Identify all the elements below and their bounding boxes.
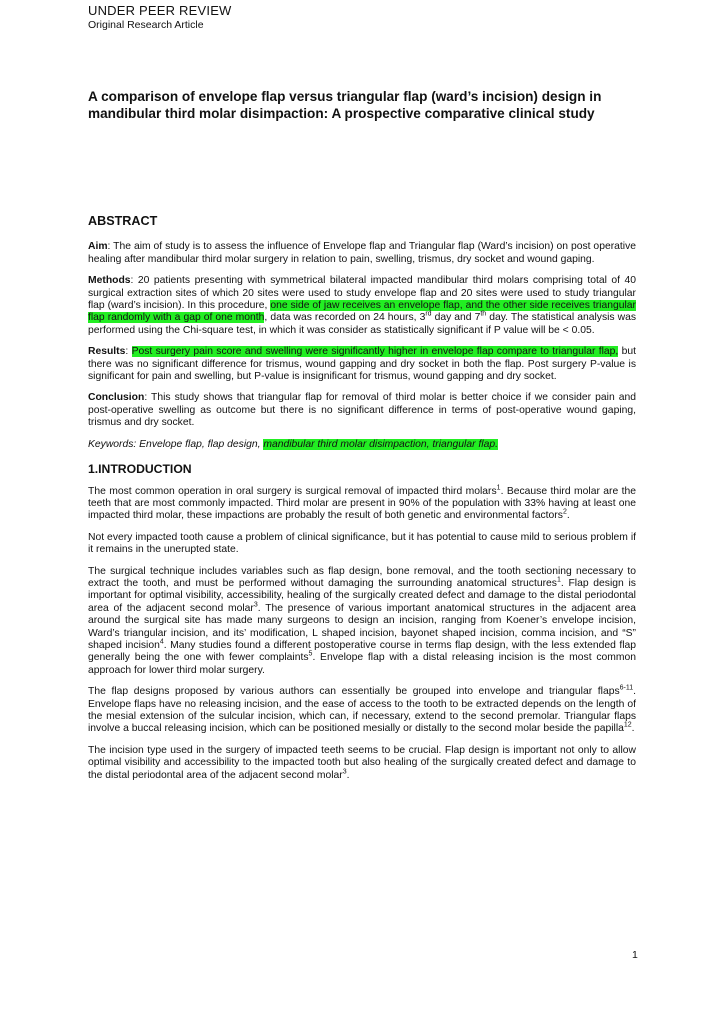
superscript: 12 bbox=[623, 721, 632, 729]
abstract-heading: ABSTRACT bbox=[88, 214, 158, 228]
text-run: . Many studies found a different postoperative course in terms flap design, with the less extended flap generally being the one with fewer complaints bbox=[88, 639, 636, 664]
text-run: . bbox=[631, 723, 635, 735]
methods-text: , data was recorded on 24 hours, 3 bbox=[264, 312, 426, 324]
introduction-heading: 1.INTRODUCTION bbox=[88, 462, 192, 477]
abstract-results bbox=[88, 346, 636, 383]
methods-text: day. The statistical analysis was performed using the Chi-square test, in which it was consider as statistically significant if P value will be < 0.05. bbox=[88, 312, 637, 336]
superscript: 5 bbox=[308, 650, 313, 658]
conclusion-text: : This study shows that triangular flap for removal of third molar is better choice if we consider pain and post-operative swelling as outcome but there is no significant difference in terms of post-operative wound gaping, trismus and dry socket. bbox=[88, 392, 636, 429]
superscript: 3 bbox=[342, 768, 347, 776]
superscript: 2 bbox=[562, 508, 567, 516]
results-text: but there was no significant difference for trismus, wound gapping and dry socket in both the flap. Post surgery P-value is significant for pain and swelling, but P-value is insignificant for trismus, wound gapping and dry socket. bbox=[88, 346, 636, 383]
text-run: The incision type used in the surgery of impacted teeth seems to be crucial. Flap design is important not only to allow optimal visibility and accessibility to the impacted tooth but also healing of the surgically created defect and damage to the distal periodontal area of the adjacent second molar bbox=[88, 744, 636, 781]
superscript: 1 bbox=[556, 576, 561, 584]
text-run: The most common operation in oral surgery is surgical removal of impacted third molars bbox=[88, 485, 497, 497]
results-label: Results bbox=[88, 346, 126, 358]
superscript: 6-11 bbox=[619, 684, 634, 692]
aim-label: Aim bbox=[88, 241, 108, 253]
peer-review-header: UNDER PEER REVIEW bbox=[88, 3, 232, 18]
methods-label: Methods bbox=[88, 275, 131, 287]
article-type: Original Research Article bbox=[88, 19, 204, 31]
paper-title: A comparison of envelope flap versus triangular flap (ward’s incision) design in mandibular third molar disimpaction: A prospective comparative clinical study bbox=[88, 89, 602, 121]
superscript: rd bbox=[425, 311, 432, 318]
intro-paragraph bbox=[88, 486, 636, 523]
keywords-text: Keywords: Envelope flap, flap design, bbox=[88, 438, 264, 450]
methods-highlight: one side of jaw receives an envelope flap, and the other side receives triangular flap randomly with a gap of one month bbox=[88, 300, 636, 324]
results-highlight: Post surgery pain score and swelling were significantly higher in envelope flap compare to triangular flap, bbox=[131, 346, 619, 358]
superscript: 3 bbox=[253, 601, 258, 609]
text-run: . bbox=[566, 510, 570, 522]
text-run: The flap designs proposed by various authors can essentially be grouped into envelope and triangular flaps bbox=[88, 686, 620, 698]
text-run: . The presence of various important anatomical structures in the adjacent area around the surgical site has made many surgeons to design an incision, ranging from Koener’s envelope incision, Ward’s triangular incision, and its’ modification, L shaped incision, bayonet shaped incision, comma incision, and “S” shaped incision bbox=[88, 602, 636, 651]
text-run: . bbox=[346, 769, 350, 781]
paper-body bbox=[88, 215, 636, 791]
text-run: . Because third molar are the teeth that are most commonly impacted. Third molar are present in 90% of the population with 33% having at least one impacted third molar, these impactions are probably the result of both genetic and environmental factors bbox=[88, 485, 637, 522]
page-number: 1 bbox=[632, 949, 638, 961]
text-run: . Flap design is important for optimal visibility, accessibility, healing of the surgically created defect and damage to the distal periodontal area of the adjacent second molar bbox=[88, 577, 636, 614]
intro-paragraph bbox=[88, 745, 636, 782]
superscript: th bbox=[480, 311, 487, 318]
text-run: . Envelope flap with a distal releasing incision is the most common approach for lower third molar surgery. bbox=[88, 652, 637, 676]
intro-paragraph bbox=[88, 566, 636, 678]
intro-paragraph bbox=[88, 686, 636, 736]
aim-text: : The aim of study is to assess the influence of Envelope flap and Triangular flap (Ward’s incision) on post operative healing after mandibular third molar surgery in relation to pain, swelling, trismus, dry socket and wound gaping. bbox=[88, 241, 636, 265]
abstract-conclusion bbox=[88, 392, 636, 429]
methods-text: : 20 patients presenting with symmetrical bilateral impacted mandibular third molars comprising total of 40 surgical extraction sites of which 20 sites were used to study envelope flap and 20 sites were used to study triangular flap (ward’s incision). In this procedure, bbox=[88, 275, 636, 312]
text-run: The surgical technique includes variables such as flap design, bone removal, and the tooth sectioning necessary to extract the tooth, and must be performed without damaging the surrounding anatomical structures bbox=[88, 565, 636, 589]
abstract-methods bbox=[88, 275, 636, 337]
keywords bbox=[88, 439, 636, 451]
results-text: : bbox=[125, 346, 132, 358]
superscript: 4 bbox=[159, 638, 164, 646]
intro-paragraph: Not every impacted tooth cause a problem of clinical significance, but it has potential to cause mild to serious problem if it remains in the unerupted state. bbox=[88, 531, 636, 556]
abstract-aim bbox=[88, 241, 636, 266]
conclusion-label: Conclusion bbox=[88, 392, 145, 404]
superscript: 1 bbox=[496, 484, 501, 492]
methods-text: day and 7 bbox=[431, 312, 481, 324]
text-run: . Envelope flaps have no releasing incision, and the ease of access to the tooth to be extracted depends on the length of the mesial extension of the sulcular incision, which can, if necessary, extend to the second premolar. Triangular flaps involve a buccal releasing incision, which can be positioned mesially or distally to the second molar beside the papilla bbox=[88, 686, 636, 735]
keywords-highlight: mandibular third molar disimpaction, triangular flap. bbox=[263, 438, 498, 450]
